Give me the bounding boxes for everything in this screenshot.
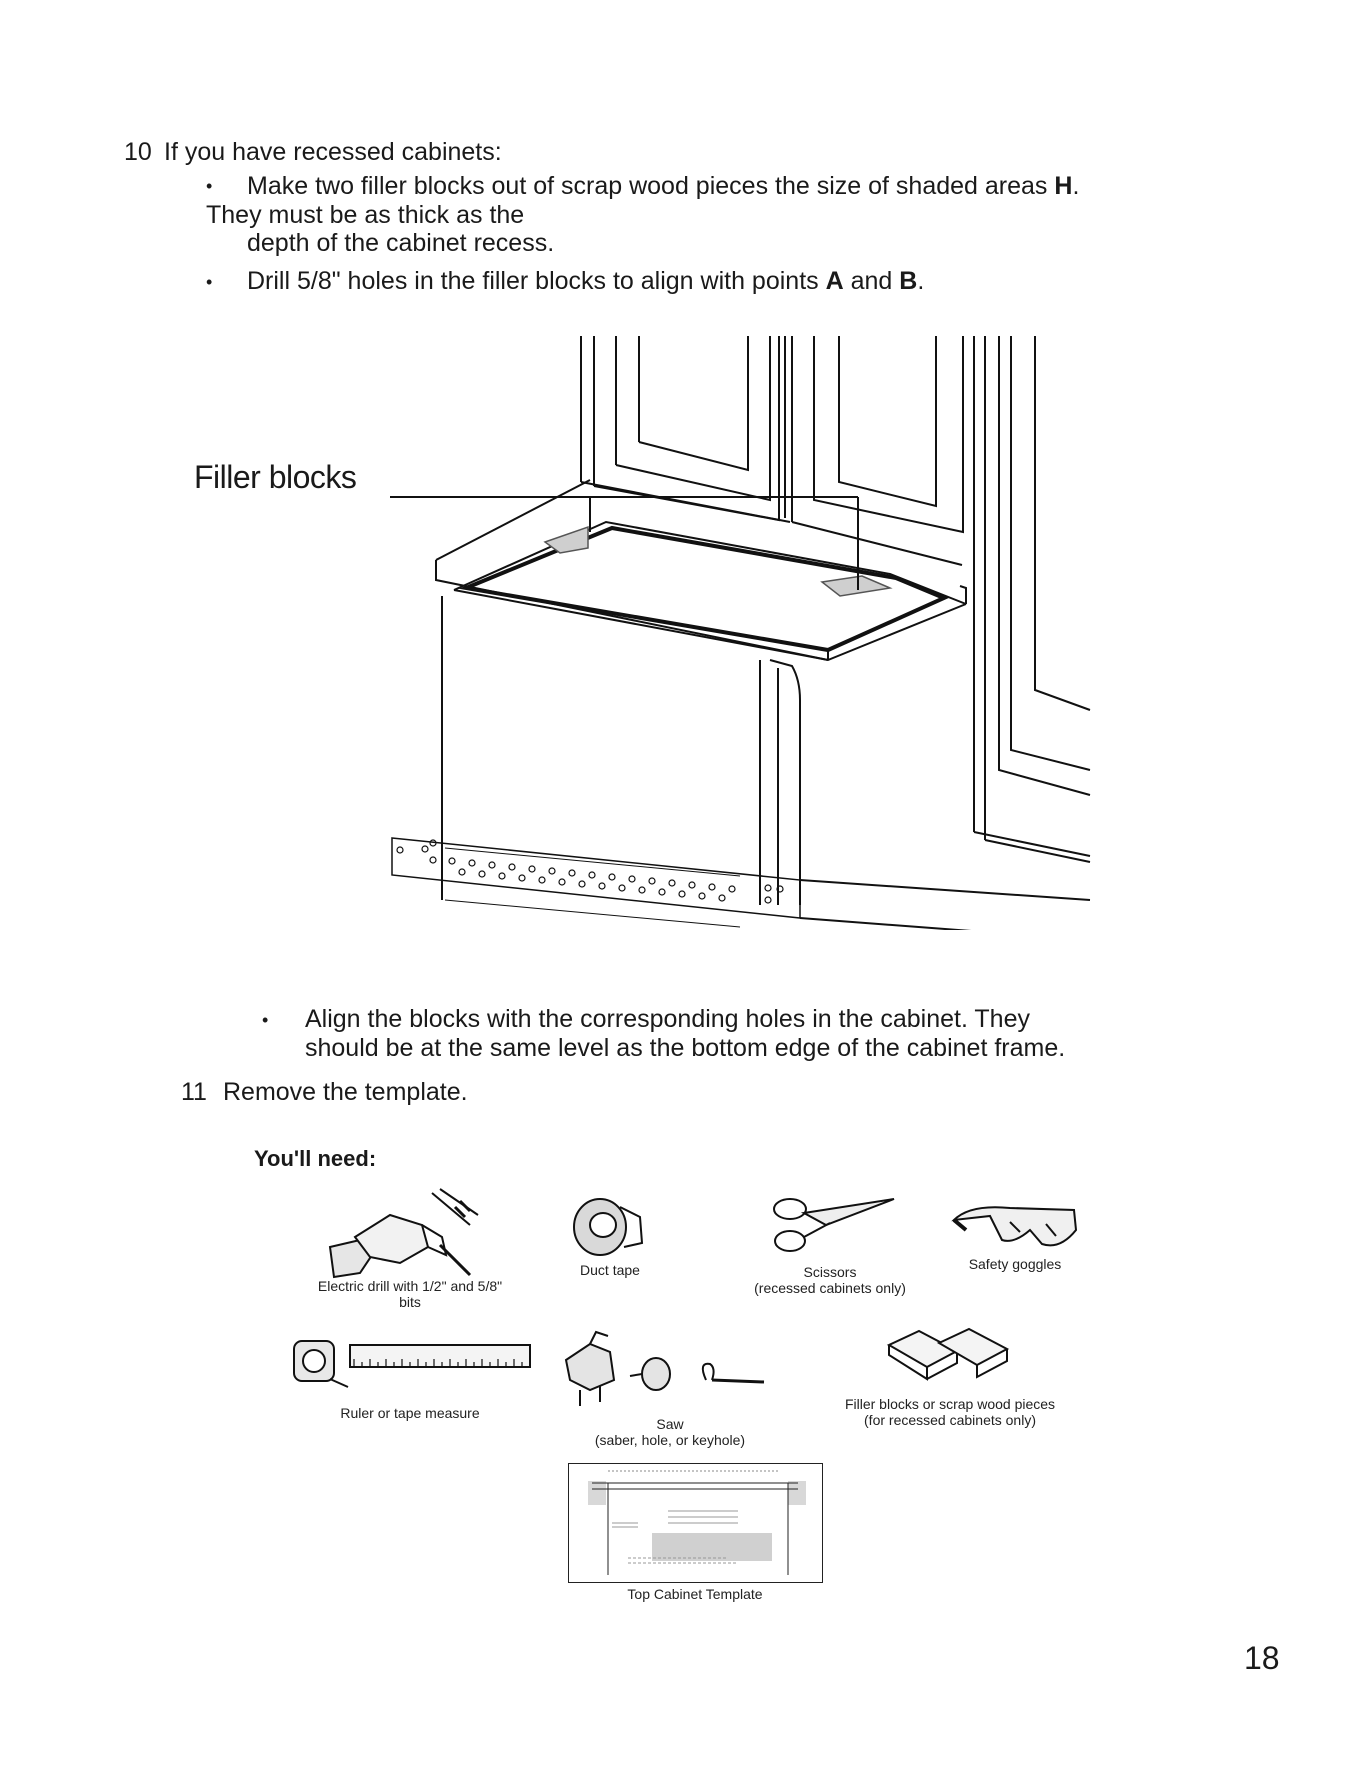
tape-measure-icon xyxy=(290,1335,535,1395)
wood-blocks-icon xyxy=(885,1325,1015,1390)
bullet-text-cont: depth of the cabinet recess. xyxy=(247,229,555,257)
caption: Electric drill with 1/2" and 5/8" bits xyxy=(317,1278,503,1310)
caption: Ruler or tape measure xyxy=(340,1405,480,1421)
safety-goggles-icon xyxy=(950,1200,1080,1255)
duct-tape-icon xyxy=(570,1195,650,1260)
template-icon xyxy=(568,1463,823,1583)
bullet-dot: • xyxy=(206,272,213,292)
bullet-text-cont: They must be as thick as the xyxy=(206,201,525,229)
bullet-dot: • xyxy=(206,176,213,196)
align-text-line2: should be at the same level as the bottom edge of the cabinet frame. xyxy=(305,1034,1066,1062)
caption: Scissors (recessed cabinets only) xyxy=(754,1264,906,1296)
bullet-text: Drill 5/8" holes in the filler blocks to align with points A and B. xyxy=(247,267,925,295)
page-number: 18 xyxy=(1244,1640,1280,1676)
figure-label: Filler blocks xyxy=(194,459,357,495)
caption: Duct tape xyxy=(580,1262,640,1278)
filler-blocks-illustration xyxy=(380,330,1100,930)
caption: Safety goggles xyxy=(968,1256,1062,1272)
step-number: 11 xyxy=(181,1078,207,1106)
bullet-text: Make two filler blocks out of scrap wood pieces the size of shaded areas H. xyxy=(247,172,1080,200)
step-text: Remove the template. xyxy=(223,1078,468,1106)
tools-heading: You'll need: xyxy=(254,1146,377,1171)
bullet-dot: • xyxy=(262,1010,269,1030)
scissors-icon xyxy=(770,1195,900,1255)
caption: Saw (saber, hole, or keyhole) xyxy=(594,1416,746,1448)
align-text-line1: Align the blocks with the corresponding holes in the cabinet. They xyxy=(305,1005,1030,1033)
caption: Filler blocks or scrap wood pieces (for recessed cabinets only) xyxy=(844,1396,1056,1428)
step-number: 10 xyxy=(124,138,152,166)
saw-icon xyxy=(560,1330,770,1410)
caption: Top Cabinet Template xyxy=(627,1586,763,1602)
step-heading: If you have recessed cabinets: xyxy=(164,138,502,166)
